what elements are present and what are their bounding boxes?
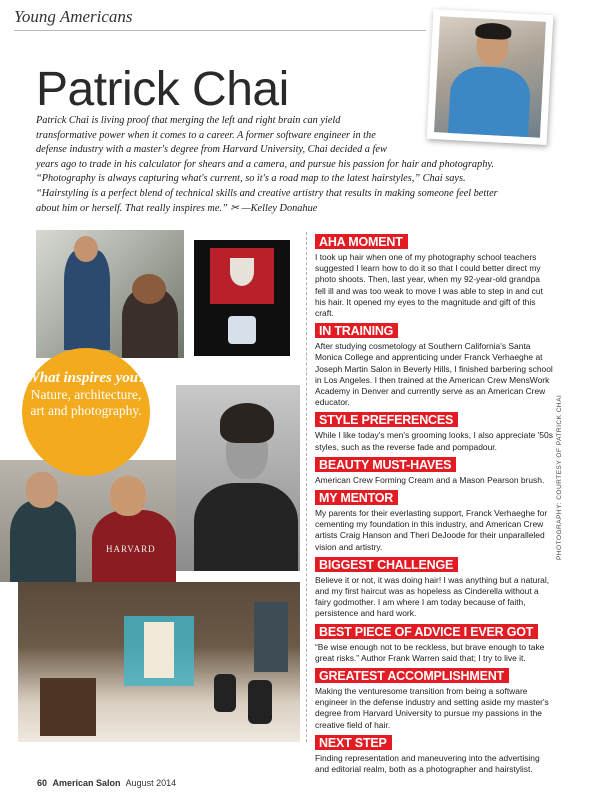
qa-heading: MY MENTOR bbox=[315, 490, 398, 505]
qa-block bbox=[315, 233, 553, 319]
qa-body: I took up hair when one of my photography school teachers suggested I learn how to do it so that I could better direct my photo shoots. Then, last year, when my 92-year-old grandpa fell ill and was too weak to move I was able to step in and cut his hair. It opened my eyes to the magnitude and gift of this craft. bbox=[315, 252, 543, 319]
inspire-answer: Nature, architecture, art and photography. bbox=[30, 387, 142, 418]
intro-paragraph bbox=[36, 114, 576, 216]
column-divider bbox=[306, 232, 307, 742]
qa-column bbox=[315, 233, 553, 778]
qa-body: Making the venturesome transition from being a software engineer in the defense industry and setting aside my master's degree from Harvard University to pursue my passions in the creative field of hair. bbox=[315, 686, 549, 730]
page-title: Patrick Chai bbox=[36, 63, 289, 116]
intro-line: defense industry with a master's degree from Harvard University, Chai decided a few bbox=[36, 144, 387, 156]
qa-block bbox=[315, 411, 553, 452]
qa-body: After studying cosmetology at Southern California's Santa Monica College and apprenticing under Franck Verhaeghe at Joseph Martin Salon in Beverly Hills, I finished barbering school in Los Angeles. I then trained at the American Crew MensWork Academy in Denver and currently serve as an American Crew educator. bbox=[315, 341, 553, 408]
qa-block bbox=[315, 623, 553, 664]
magazine-name: American Salon bbox=[52, 778, 121, 788]
qa-heading: BEAUTY MUST-HAVES bbox=[315, 457, 456, 472]
qa-block bbox=[315, 734, 553, 775]
qa-block bbox=[315, 667, 553, 731]
photo-credit: PHOTOGRAPHY: COURTESY OF PATRICK CHAI bbox=[556, 394, 563, 560]
qa-body: While I like today's men's grooming looks, I also appreciate '50s styles, such as the reverse fade and pompadour. bbox=[315, 430, 553, 452]
model-portrait-photo bbox=[176, 385, 300, 571]
qa-body: Finding representation and maneuvering into the advertising and editorial realm, both as a photographer and hairstylist. bbox=[315, 752, 540, 775]
qa-block bbox=[315, 556, 553, 620]
qa-heading: STYLE PREFERENCES bbox=[315, 412, 458, 427]
haircut-photo bbox=[36, 230, 184, 358]
qa-body: American Crew Forming Cream and a Mason Pearson brush. bbox=[315, 474, 545, 485]
intro-line: “Photography is always capturing what's current, so it's a road map to the latest hairstyles,” Chai says. bbox=[36, 173, 466, 185]
qa-body: “Be wise enough not to be reckless, but brave enough to take great risks.” Author Frank Warren said that; I try to live it. bbox=[315, 641, 545, 663]
qa-block bbox=[315, 456, 553, 486]
issue-date: August 2014 bbox=[125, 778, 177, 788]
qa-heading: BIGGEST CHALLENGE bbox=[315, 557, 458, 572]
intro-line: years ago to trade in his calculator for shears and a camera, and pursue his passion for hair and photography. bbox=[36, 158, 494, 170]
inspire-callout bbox=[22, 348, 150, 476]
qa-block bbox=[315, 322, 553, 408]
intro-line: Patrick Chai is living proof that merging the left and right brain can yield bbox=[36, 115, 341, 126]
section-tag: Young Americans bbox=[14, 7, 133, 26]
two-men-photo bbox=[0, 460, 176, 582]
intro-line: transformative power when it comes to a career. A former software engineer in the bbox=[36, 129, 376, 141]
top-rule bbox=[14, 30, 426, 31]
intro-line: about him or herself. That really inspires me.” ✂ —Kelley Donahue bbox=[36, 202, 318, 214]
qa-body: My parents for their everlasting support, Franck Verhaeghe for cementing my foundation in this industry, and American Crew artists Craig Hanson and Theri DeJoode for their unparalleled vision and artistry. bbox=[315, 508, 548, 552]
qa-heading: NEXT STEP bbox=[315, 735, 392, 750]
page-footer bbox=[37, 778, 176, 788]
qa-heading: GREATEST ACCOMPLISHMENT bbox=[315, 668, 509, 683]
qa-heading: BEST PIECE OF ADVICE I EVER GOT bbox=[315, 624, 538, 639]
qa-heading: IN TRAINING bbox=[315, 323, 398, 338]
qa-body: Believe it or not, it was doing hair! I was anything but a natural, and my first haircut was as hopeless as Cinderella without a fairy godmother. I am where I am today because of faith, persistence and hard work. bbox=[315, 574, 550, 619]
shirt-lettering: HARVARD bbox=[106, 544, 156, 554]
harvard-flag-photo bbox=[194, 240, 290, 356]
salon-interior-photo bbox=[18, 582, 300, 742]
qa-block bbox=[315, 489, 553, 553]
page-number: 60 bbox=[37, 778, 48, 788]
qa-heading: AHA MOMENT bbox=[315, 234, 408, 249]
intro-line: “Hairstyling is a perfect blend of technical skills and creative artistry that results in making someone feel better bbox=[36, 187, 498, 199]
inspire-question: What inspires you? bbox=[26, 370, 146, 386]
